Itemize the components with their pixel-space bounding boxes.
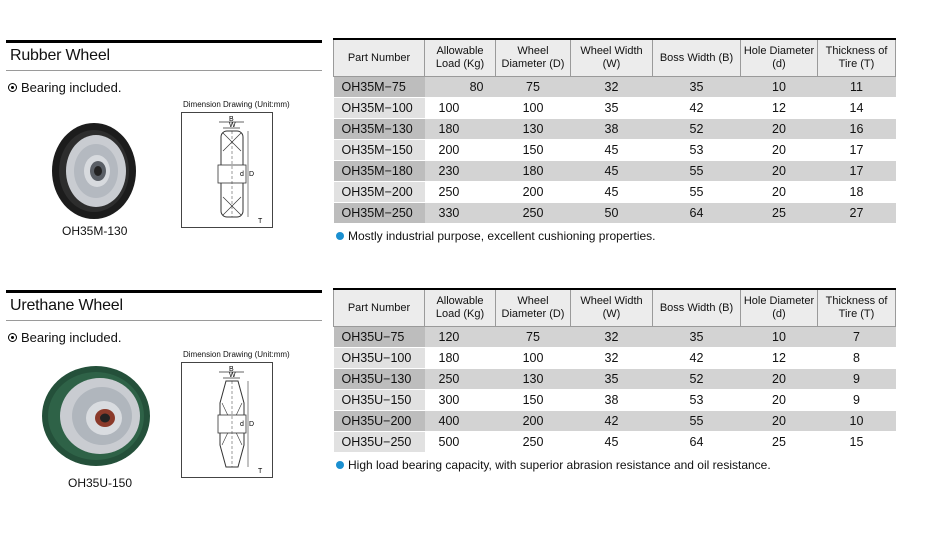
part-number: OH35M−75 bbox=[334, 77, 425, 98]
table-row bbox=[334, 411, 896, 432]
cell: 9 bbox=[818, 390, 896, 411]
col-header: Thickness of Tire (T) bbox=[818, 289, 896, 327]
cell: 17 bbox=[818, 140, 896, 161]
part-number: OH35U−200 bbox=[334, 411, 425, 432]
radio-bullet-icon bbox=[8, 333, 17, 342]
cell: 32 bbox=[571, 327, 653, 348]
cell: 300 bbox=[425, 390, 496, 411]
col-header: Wheel Width (W) bbox=[571, 289, 653, 327]
cell: 8 bbox=[818, 348, 896, 369]
bearing-note bbox=[8, 80, 121, 95]
dimension-title: Dimension Drawing (Unit:mm) bbox=[183, 100, 290, 109]
cell: 75 bbox=[496, 327, 571, 348]
cell: 14 bbox=[818, 98, 896, 119]
cell: 50 bbox=[571, 203, 653, 224]
cell: 17 bbox=[818, 161, 896, 182]
part-number: OH35U−150 bbox=[334, 390, 425, 411]
cell: 52 bbox=[653, 119, 741, 140]
cell: 25 bbox=[741, 432, 818, 453]
cell: 42 bbox=[571, 411, 653, 432]
dimension-drawing bbox=[181, 112, 273, 228]
bullet-icon bbox=[336, 461, 344, 469]
cell: 38 bbox=[571, 390, 653, 411]
section-title: Rubber Wheel bbox=[6, 40, 322, 71]
model-label: OH35U-150 bbox=[68, 476, 133, 490]
cell: 7 bbox=[818, 327, 896, 348]
cell: 10 bbox=[741, 327, 818, 348]
table-row bbox=[334, 77, 896, 98]
part-number: OH35M−250 bbox=[334, 203, 425, 224]
part-number: OH35U−250 bbox=[334, 432, 425, 453]
bearing-note bbox=[8, 330, 121, 345]
cell: 20 bbox=[741, 390, 818, 411]
cell: 500 bbox=[425, 432, 496, 453]
part-number: OH35M−100 bbox=[334, 98, 425, 119]
bullet-icon bbox=[336, 232, 344, 240]
cell: 9 bbox=[818, 369, 896, 390]
cell: 330 bbox=[425, 203, 496, 224]
part-number: OH35U−130 bbox=[334, 369, 425, 390]
part-number: OH35U−100 bbox=[334, 348, 425, 369]
cell: 35 bbox=[571, 369, 653, 390]
model-label: OH35M-130 bbox=[62, 224, 128, 238]
cell: 180 bbox=[496, 161, 571, 182]
section-title: Urethane Wheel bbox=[6, 290, 322, 321]
cell: 20 bbox=[741, 369, 818, 390]
label-D: D bbox=[249, 171, 255, 178]
label-d: d bbox=[240, 421, 244, 428]
cell: 75 bbox=[496, 77, 571, 98]
cell: 35 bbox=[571, 98, 653, 119]
cell: 20 bbox=[741, 119, 818, 140]
cell: 27 bbox=[818, 203, 896, 224]
rubber-spec-table bbox=[333, 38, 896, 224]
label-W: W bbox=[229, 122, 236, 129]
dimension-drawing bbox=[181, 362, 273, 478]
cell: 45 bbox=[571, 140, 653, 161]
col-header: Wheel Diameter (D) bbox=[496, 39, 571, 77]
cell: 250 bbox=[496, 432, 571, 453]
cell: 100 bbox=[425, 98, 496, 119]
cell: 35 bbox=[653, 327, 741, 348]
part-number: OH35M−180 bbox=[334, 161, 425, 182]
urethane-spec-table bbox=[333, 288, 896, 453]
cell: 53 bbox=[653, 140, 741, 161]
part-number: OH35M−200 bbox=[334, 182, 425, 203]
note-text: High load bearing capacity, with superior abrasion resistance and oil resistance. bbox=[348, 458, 771, 472]
cell: 20 bbox=[741, 161, 818, 182]
cell: 16 bbox=[818, 119, 896, 140]
cell: 12 bbox=[741, 98, 818, 119]
cell: 52 bbox=[653, 369, 741, 390]
cell: 130 bbox=[496, 369, 571, 390]
col-header: Hole Diameter (d) bbox=[741, 39, 818, 77]
cell: 53 bbox=[653, 390, 741, 411]
cell: 250 bbox=[425, 182, 496, 203]
col-header: Allowable Load (Kg) bbox=[425, 39, 496, 77]
cell: 45 bbox=[571, 432, 653, 453]
urethane-wheel-photo bbox=[40, 364, 152, 468]
table-row bbox=[334, 390, 896, 411]
table-row bbox=[334, 98, 896, 119]
cell: 42 bbox=[653, 98, 741, 119]
feature-note bbox=[336, 458, 771, 472]
cell: 35 bbox=[653, 77, 741, 98]
cell: 100 bbox=[496, 348, 571, 369]
table-row bbox=[334, 140, 896, 161]
table-row bbox=[334, 203, 896, 224]
col-header: Part Number bbox=[334, 39, 425, 77]
rubber-wheel-section bbox=[0, 38, 950, 283]
part-number: OH35M−150 bbox=[334, 140, 425, 161]
cell: 100 bbox=[496, 98, 571, 119]
urethane-wheel-section bbox=[0, 288, 950, 533]
cell: 55 bbox=[653, 161, 741, 182]
cell: 20 bbox=[741, 411, 818, 432]
col-header: Part Number bbox=[334, 289, 425, 327]
table-row bbox=[334, 348, 896, 369]
radio-bullet-icon bbox=[8, 83, 17, 92]
cell: 10 bbox=[741, 77, 818, 98]
cell: 180 bbox=[425, 119, 496, 140]
cell: 150 bbox=[496, 140, 571, 161]
cell: 11 bbox=[818, 77, 896, 98]
cell: 25 bbox=[741, 203, 818, 224]
cell: 32 bbox=[571, 77, 653, 98]
cell: 400 bbox=[425, 411, 496, 432]
label-B: B bbox=[229, 116, 234, 123]
table-row bbox=[334, 182, 896, 203]
cell: 150 bbox=[496, 390, 571, 411]
col-header: Allowable Load (Kg) bbox=[425, 289, 496, 327]
cell: 250 bbox=[425, 369, 496, 390]
bearing-text: Bearing included. bbox=[21, 80, 122, 95]
part-number: OH35M−130 bbox=[334, 119, 425, 140]
label-d: d bbox=[240, 171, 244, 178]
part-number: OH35U−75 bbox=[334, 327, 425, 348]
label-T: T bbox=[258, 468, 263, 475]
bearing-text: Bearing included. bbox=[21, 330, 122, 345]
table-row bbox=[334, 327, 896, 348]
cell: 200 bbox=[496, 411, 571, 432]
table-row bbox=[334, 119, 896, 140]
label-D: D bbox=[249, 421, 255, 428]
note-text: Mostly industrial purpose, excellent cushioning properties. bbox=[348, 229, 656, 243]
cell: 180 bbox=[425, 348, 496, 369]
cell: 18 bbox=[818, 182, 896, 203]
label-B: B bbox=[229, 366, 234, 373]
label-W: W bbox=[229, 372, 236, 379]
cell: 10 bbox=[818, 411, 896, 432]
cell: 20 bbox=[741, 182, 818, 203]
col-header: Wheel Diameter (D) bbox=[496, 289, 571, 327]
cell: 45 bbox=[571, 182, 653, 203]
table-row bbox=[334, 369, 896, 390]
col-header: Wheel Width (W) bbox=[571, 39, 653, 77]
dimension-title: Dimension Drawing (Unit:mm) bbox=[183, 350, 290, 359]
rubber-wheel-photo bbox=[48, 120, 140, 222]
cell: 250 bbox=[496, 203, 571, 224]
cell: 45 bbox=[571, 161, 653, 182]
col-header: Boss Width (B) bbox=[653, 39, 741, 77]
feature-note bbox=[336, 229, 656, 243]
label-T: T bbox=[258, 218, 263, 225]
cell: 130 bbox=[496, 119, 571, 140]
cell: 32 bbox=[571, 348, 653, 369]
table-row bbox=[334, 432, 896, 453]
cell: 55 bbox=[653, 411, 741, 432]
cell: 120 bbox=[425, 327, 496, 348]
cell: 200 bbox=[496, 182, 571, 203]
cell: 230 bbox=[425, 161, 496, 182]
cell: 20 bbox=[741, 140, 818, 161]
table-row bbox=[334, 161, 896, 182]
cell: 200 bbox=[425, 140, 496, 161]
cell: 80 bbox=[425, 77, 496, 98]
cell: 12 bbox=[741, 348, 818, 369]
cell: 15 bbox=[818, 432, 896, 453]
cell: 42 bbox=[653, 348, 741, 369]
cell: 38 bbox=[571, 119, 653, 140]
cell: 55 bbox=[653, 182, 741, 203]
col-header: Boss Width (B) bbox=[653, 289, 741, 327]
col-header: Hole Diameter (d) bbox=[741, 289, 818, 327]
cell: 64 bbox=[653, 203, 741, 224]
cell: 64 bbox=[653, 432, 741, 453]
col-header: Thickness of Tire (T) bbox=[818, 39, 896, 77]
